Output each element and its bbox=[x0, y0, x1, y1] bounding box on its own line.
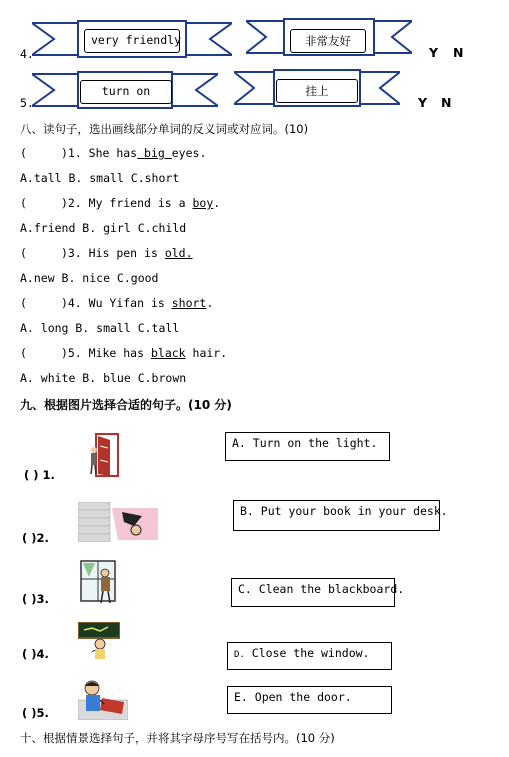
question-8-3: ( )3. His pen is old. bbox=[20, 246, 193, 260]
match-left-4: very friendly bbox=[84, 29, 180, 53]
answer-paren-open: ( bbox=[20, 146, 27, 160]
option-e: E. Open the door. bbox=[227, 686, 392, 714]
answer-paren-close: ) bbox=[60, 146, 68, 160]
question-8-2: ( )2. My friend is a boy. bbox=[20, 196, 221, 210]
option-c: C. Clean the blackboard. bbox=[231, 578, 395, 607]
match-right-5: 挂上 bbox=[276, 79, 358, 103]
book-desk-picture bbox=[78, 502, 160, 542]
window-picture bbox=[79, 559, 119, 605]
match-left-5: turn on bbox=[80, 80, 172, 104]
item-9-5-label: ( )5. bbox=[22, 706, 49, 720]
question-8-1: ( )1. She has big eyes. bbox=[20, 146, 207, 160]
options-8-3: A.new B. nice C.good bbox=[20, 271, 159, 285]
options-8-1: A.tall B. small C.short bbox=[20, 171, 180, 185]
option-d: D. Close the window. bbox=[227, 642, 392, 670]
underlined-word: black bbox=[150, 346, 186, 360]
underlined-word: big bbox=[137, 146, 172, 160]
question-8-4: ( )4. Wu Yifan is short. bbox=[20, 296, 214, 310]
options-8-5: A. white B. blue C.brown bbox=[20, 371, 187, 385]
option-b: B. Put your book in your desk. bbox=[233, 500, 440, 531]
underlined-word: old. bbox=[164, 246, 193, 260]
item-9-4-label: ( )4. bbox=[22, 647, 49, 661]
item-9-3-label: ( )3. bbox=[22, 592, 49, 606]
match-number-4: 4. bbox=[20, 47, 34, 61]
blackboard-picture bbox=[78, 622, 120, 662]
yes-mark-4: Y bbox=[429, 45, 439, 60]
options-8-2: A.friend B. girl C.child bbox=[20, 221, 187, 235]
underlined-word: short bbox=[171, 296, 207, 310]
option-a: A. Turn on the light. bbox=[225, 432, 390, 461]
door-picture bbox=[88, 432, 122, 478]
options-8-4: A. long B. small C.tall bbox=[20, 321, 180, 335]
underlined-word: boy bbox=[192, 196, 214, 210]
section-9-title: 九、根据图片选择合适的句子。(10 分) bbox=[20, 398, 232, 412]
item-9-2-label: ( )2. bbox=[22, 531, 49, 545]
section-10-title: 十、根据情景选择句子，并将其字母序号写在括号内。(10 分) bbox=[20, 731, 335, 745]
no-mark-5: N bbox=[441, 95, 452, 110]
light-picture bbox=[78, 678, 128, 720]
match-number-5: 5. bbox=[20, 96, 34, 110]
no-mark-4: N bbox=[453, 45, 464, 60]
question-8-5: ( )5. Mike has black hair. bbox=[20, 346, 228, 360]
yes-mark-5: Y bbox=[418, 95, 428, 110]
item-9-1-label: ( ) 1. bbox=[24, 468, 55, 482]
match-right-4: 非常友好 bbox=[290, 29, 366, 53]
section-8-title: 八、读句子，选出画线部分单词的反义词或对应词。(10) bbox=[20, 122, 309, 136]
